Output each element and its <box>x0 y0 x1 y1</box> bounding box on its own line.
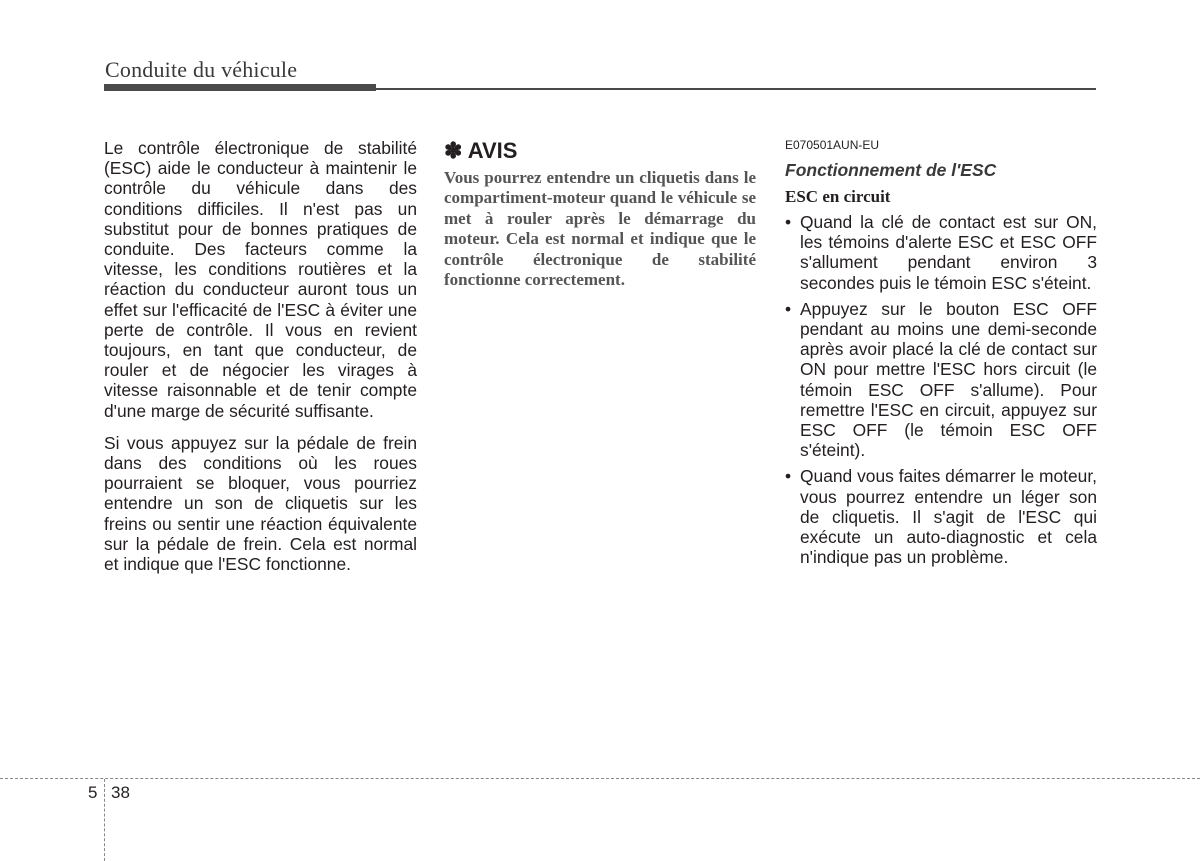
notice-box <box>444 138 756 290</box>
column-right <box>785 138 1097 567</box>
header-rule-thick <box>104 84 376 91</box>
body-paragraph: Si vous appuyez sur la pédale de frein dans des conditions où les roues pourraient se bloquer, vous pourriez entendre un son de cliquetis sur les freins ou sentir une réaction équivalente sur la pédale de frein. Cela est normal et indique que l'ESC fonctionne. <box>104 432 417 575</box>
footer-vertical-divider <box>104 779 105 861</box>
footer-divider <box>0 778 1200 779</box>
notice-body: Vous pourrez entendre un cliquetis dans le compartiment-moteur quand le véhicule se met à rouler après le démarrage du moteur. Cela est normal et indique que le contrôle électronique de stabilité fonctionne correctement. <box>444 168 756 290</box>
reference-code: E070501AUN-EU <box>785 138 880 152</box>
bullet-icon: • <box>785 298 792 319</box>
page-number: 38 <box>111 783 130 802</box>
column-left <box>104 138 417 574</box>
list-item-text: Appuyez sur le bouton ESC OFF pendant au moins une demi-seconde après avoir placé la clé de contact sur ON pour mettre l'ESC hors circuit (le témoin ESC OFF s'allume). Pour remettre l'ESC en circuit, appuyez sur ESC OFF (le témoin ESC OFF s'éteint). <box>800 298 1097 461</box>
body-paragraph: Le contrôle électronique de stabilité (ESC) aide le conducteur à maintenir le contrôle du véhicule dans des conditions difficiles. Il n'est pas un substitut pour de bonnes pratiques de conduite. Des facteurs comme la vitesse, les conditions routières et la réaction du conducteur auront tous un effet sur l'efficacité de l'ESC à éviter une perte de contrôle. Il vous en revient toujours, en tant que conducteur, de rouler et de négocier les virages à vitesse raisonnable et de tenir compte d'une marge de sécurité suffisante. <box>104 138 417 421</box>
bullet-icon: • <box>785 212 792 232</box>
list-item-text: Quand vous faites démarrer le moteur, vous pourrez entendre un léger son de cliquetis. Il s'agit de l'ESC qui exécute un auto-diagnostic et cela n'indique pas un problème. <box>800 466 1097 568</box>
list-item-text: Quand la clé de contact est sur ON, les témoins d'alerte ESC et ESC OFF s'allument pendant environ 3 secondes puis le témoin ESC s'éteint. <box>800 212 1097 293</box>
list-item <box>785 299 1097 461</box>
list-item <box>785 466 1097 567</box>
section-number: 5 <box>88 783 98 802</box>
page-header-title: Conduite du véhicule <box>105 57 298 82</box>
notice-title: ✽ AVIS <box>444 138 518 163</box>
section-subheading: ESC en circuit <box>785 187 891 206</box>
section-subtitle: Fonctionnement de l'ESC <box>785 160 997 180</box>
bullet-list <box>785 212 1097 567</box>
bullet-icon: • <box>785 466 792 487</box>
list-item <box>785 212 1097 293</box>
header-rule-thin <box>376 88 1096 90</box>
